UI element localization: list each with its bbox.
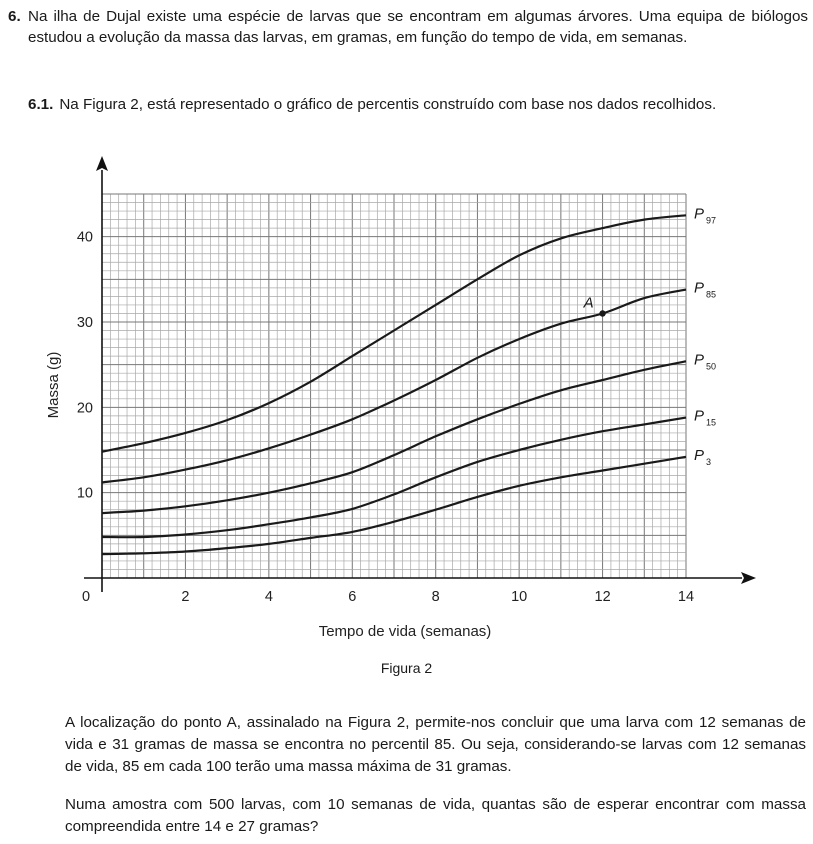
x-axis-title: Tempo de vida (semanas) [318, 623, 492, 640]
series-label-sub-p3: 3 [706, 456, 712, 467]
question-text: Na ilha de Dujal existe uma espécie de larvas que se encontram em algumas árvores. Uma equipa de biólogos estudou a evolução da massa das larvas, em gramas, em função do tempo de vida, em semanas. [28, 8, 808, 46]
y-tick-label: 30 [76, 315, 93, 331]
series-label-p50: P [694, 351, 705, 369]
x-tick-label: 4 [264, 589, 273, 605]
subquestion-number: 6.1. [28, 96, 54, 113]
y-tick-label: 10 [76, 485, 93, 502]
subquestion-text: Na Figura 2, está representado o gráfico de percentis construído com base nos dados recolhidos. [59, 96, 717, 113]
series-label-sub-p50: 50 [706, 361, 717, 372]
x-tick-label: 8 [431, 589, 440, 605]
series-label-sub-p85: 85 [706, 289, 717, 300]
paragraph-question: Numa amostra com 500 larvas, com 10 semanas de vida, quantas são de esperar encontrar com massa compreendida entre 14 e 27 gramas? [65, 796, 806, 835]
x-axis-arrow-icon [741, 572, 756, 584]
series-label-p3: P [694, 446, 705, 464]
chart-grid [102, 194, 686, 578]
point-a-label: A [583, 294, 594, 312]
series-label-p15: P [694, 407, 705, 425]
x-tick-label: 14 [677, 589, 695, 605]
y-tick-label: 40 [76, 229, 93, 246]
x-tick-label: 12 [594, 589, 611, 605]
series-label-sub-p97: 97 [706, 215, 717, 226]
y-axis-title: Massa (g) [45, 351, 62, 419]
x-tick-label: 10 [511, 589, 528, 605]
y-axis-arrow-icon [96, 156, 108, 171]
x-tick-label: 2 [181, 589, 190, 605]
question-number: 6. [8, 8, 21, 25]
series-label-sub-p15: 15 [706, 417, 717, 428]
x-tick-label: 6 [348, 589, 357, 605]
series-label-p85: P [694, 279, 705, 297]
y-tick-label: 20 [76, 400, 93, 417]
series-label-p97: P [694, 205, 705, 223]
paragraph-explanation: A localização do ponto A, assinalado na Figura 2, permite-nos concluir que uma larva com 12 semanas de vida e 31 gramas de massa se encontra no percentil 85. Ou seja, considerando-se larvas com 12 semanas de vida, 85 em cada 100 terão uma massa máxima de 31 gramas. [65, 714, 806, 775]
figure-caption: Figura 2 [380, 660, 433, 676]
origin-label: 0 [81, 589, 91, 605]
point-a-marker [599, 310, 605, 316]
